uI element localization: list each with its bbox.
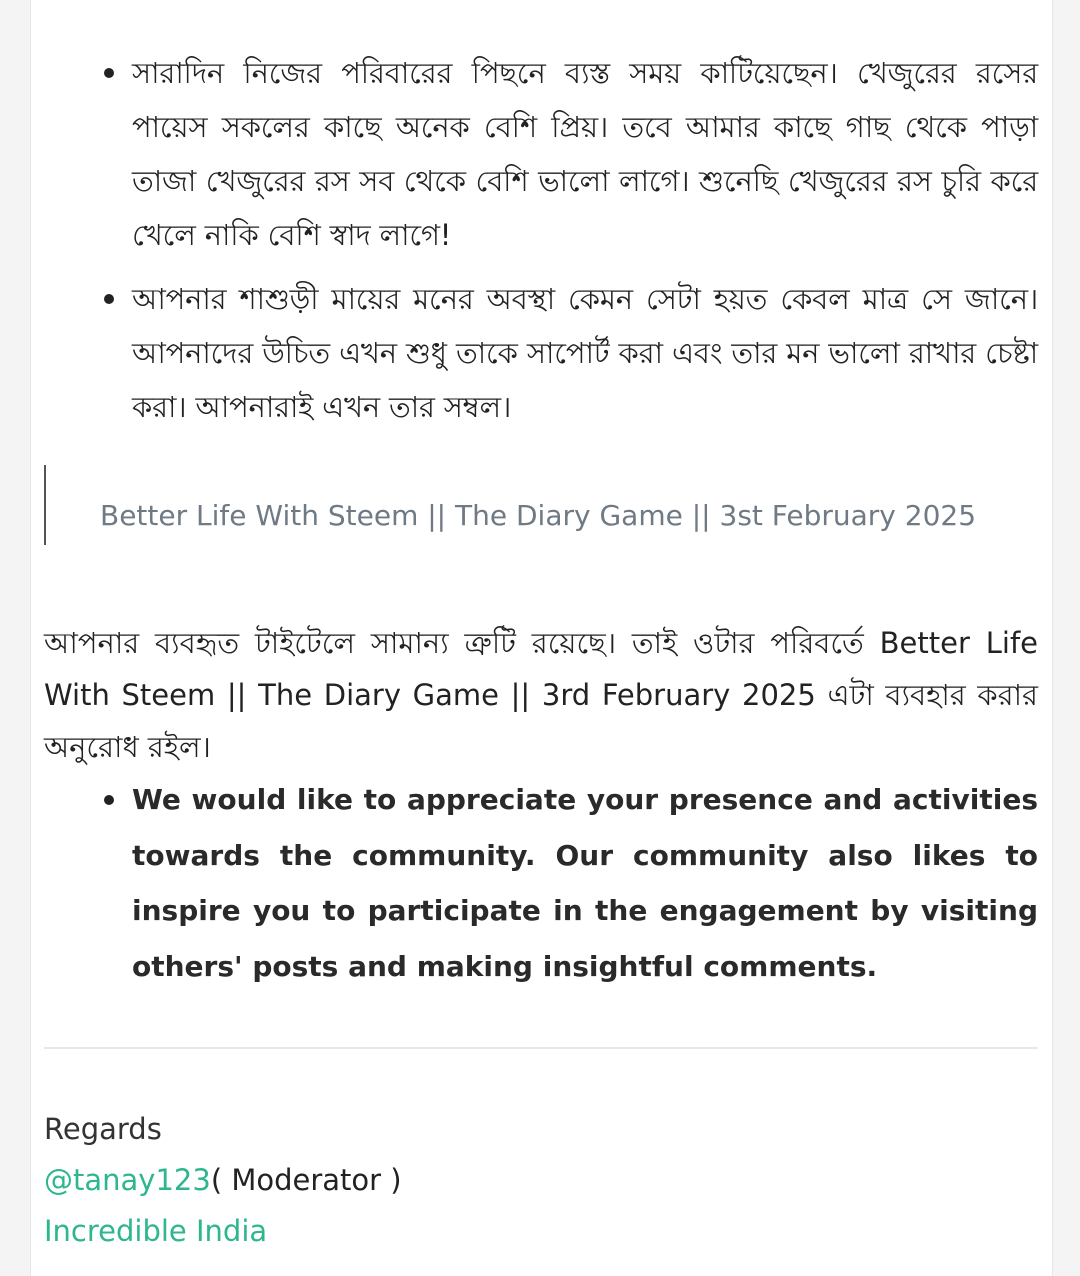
moderator-line: [44, 1155, 402, 1206]
quoted-title: Better Life With Steem || The Diary Game || 3st February 2025: [100, 499, 977, 532]
community-link[interactable]: Incredible India: [44, 1214, 268, 1248]
list-item-text: We would like to appreciate your presence and activities towards the community. Our community also likes to inspire you to participate in the engagement by visiting others' posts and making insightful comments.: [132, 783, 1038, 983]
regards-text: Regards: [44, 1112, 162, 1146]
username-link[interactable]: @tanay123: [44, 1163, 211, 1197]
list-item-text: সারাদিন নিজের পরিবারের পিছনে ব্যস্ত সময় কাটিয়েছেন। খেজুরের রসের পায়েস সকলের কাছে অনেক বেশি প্রিয়। তবে আমার কাছে গাছ থেকে পাড়া তাজা খেজুরের রস সব থেকে বেশি ভালো লাগে। শুনেছি খেজুরের রস চুরি করে খেলে নাকি বেশি স্বাদ লাগে!: [132, 56, 1038, 252]
appreciation-list: [44, 772, 1038, 994]
list-item: [44, 772, 1038, 994]
list-item: [44, 272, 1038, 434]
title-correction-paragraph: আপনার ব্যবহৃত টাইটেলে সামান্য ত্রুটি রয়েছে। তাই ওটার পরিবর্তে Better Life With Steem || The Diary Game || 3rd February 2025 এটা ব্যবহার করার অনুরোধ রইল।: [44, 626, 1038, 764]
feedback-list: [44, 0, 1038, 434]
comment-card: [30, 0, 1053, 1276]
title-blockquote: [44, 465, 1040, 545]
list-item-text: আপনার শাশুড়ী মায়ের মনের অবস্থা কেমন সেটা হয়ত কেবল মাত্র সে জানে। আপনাদের উচিত এখন শুধু তাকে সাপোর্ট করা এবং তার মন ভালো রাখার চেষ্টা করা। আপনারাই এখন তার সম্বল।: [132, 282, 1038, 424]
bullet-icon: [104, 795, 114, 805]
bullet-icon: [104, 294, 114, 304]
signature-block: [44, 1104, 402, 1257]
comment-body: [44, 0, 1038, 1248]
list-item: [44, 46, 1038, 262]
role-text: ( Moderator ): [210, 1163, 402, 1197]
horizontal-divider: [44, 1047, 1038, 1049]
bullet-icon: [104, 68, 114, 78]
